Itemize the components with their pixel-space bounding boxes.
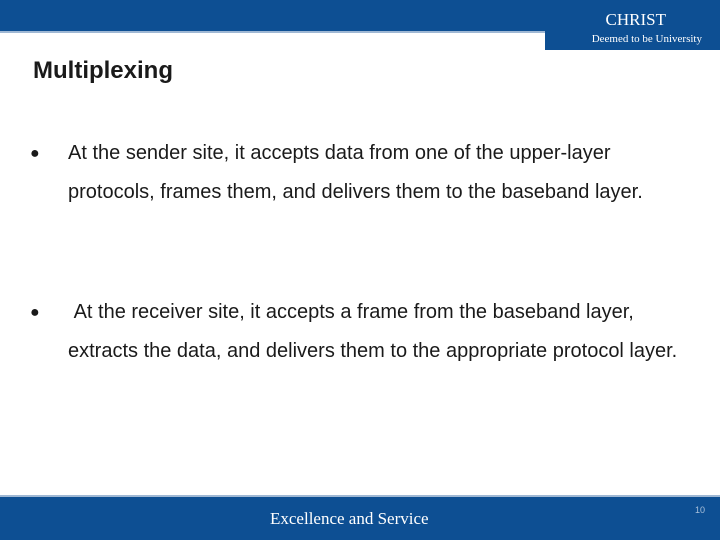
brand-subtitle: Deemed to be University — [591, 33, 702, 45]
bullet-text: At the receiver site, it accepts a frame from the baseband layer, extracts the data, and delivers them to the appropriate protocol layer. — [68, 301, 678, 362]
bullet-icon: ● — [30, 145, 40, 162]
bullet-item — [30, 134, 680, 212]
footer-bar — [0, 497, 720, 540]
bullet-icon: ● — [30, 304, 40, 321]
bullet-item — [30, 293, 680, 371]
brand-name: CHRIST — [605, 10, 666, 29]
brand-logo — [545, 0, 720, 50]
slide-title: Multiplexing — [33, 57, 173, 84]
footer-motto: Excellence and Service — [270, 509, 429, 528]
page-number: 10 — [694, 505, 705, 515]
bullet-text: At the sender site, it accepts data from one of the upper-layer protocols, frames them, and delivers them to the baseband layer. — [68, 142, 643, 203]
